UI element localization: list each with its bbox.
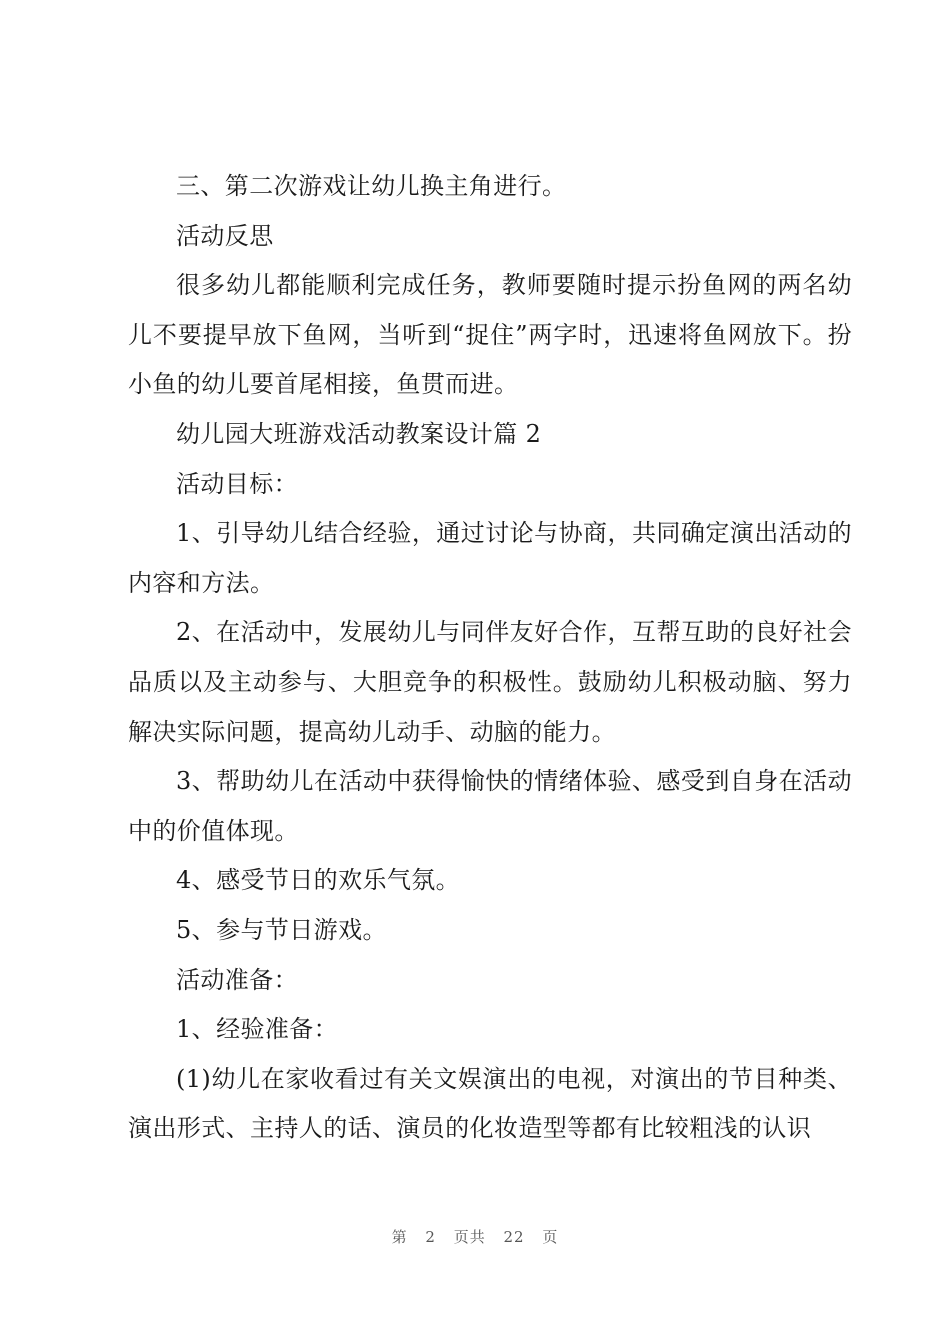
preparation-subitem-1: (1)幼儿在家收看过有关文娱演出的电视，对演出的节目种类、演出形式、主持人的话、演员的化妆造型等都有比较粗浅的认识	[128, 1064, 852, 1143]
goal-item-3: 3、帮助幼儿在活动中获得愉快的情绪体验、感受到自身在活动中的价值体现。	[128, 767, 852, 845]
preparation-item-1: 1、经验准备：	[176, 1015, 339, 1044]
paragraph-reflection: 很多幼儿都能顺利完成任务，教师要随时提示扮鱼网的两名幼儿不要提早放下鱼网，当听到“捉住”两字时，迅速将鱼网放下。扮小鱼的幼儿要首尾相接，鱼贯而进。	[128, 271, 852, 399]
footer-prefix: 第	[391, 1228, 408, 1246]
heading-activity-preparation: 活动准备：	[176, 965, 298, 994]
goal-item-5: 5、参与节日游戏。	[176, 915, 387, 944]
heading-activity-reflection: 活动反思	[176, 221, 274, 250]
footer-total-pages: 22	[503, 1228, 525, 1246]
goal-item-1: 1、引导幼儿结合经验，通过讨论与协商，共同确定演出活动的内容和方法。	[128, 519, 852, 597]
paragraph-step-three: 三、第二次游戏让幼儿换主角进行。	[176, 172, 567, 200]
footer-middle: 页共	[453, 1228, 486, 1246]
footer-suffix: 页	[542, 1228, 559, 1246]
page-footer	[0, 1226, 950, 1247]
heading-activity-goals: 活动目标：	[176, 469, 298, 498]
heading-lesson-plan-2: 幼儿园大班游戏活动教案设计篇 2	[176, 419, 542, 448]
document-body	[128, 162, 852, 1154]
footer-page-number: 2	[425, 1228, 436, 1246]
goal-item-2: 2、在活动中，发展幼儿与同伴友好合作，互帮互助的良好社会品质以及主动参与、大胆竞争的积极性。鼓励幼儿积极动脑、努力解决实际问题，提高幼儿动手、动脑的能力。	[128, 618, 852, 746]
goal-item-4: 4、感受节日的欢乐气氛。	[176, 866, 461, 895]
